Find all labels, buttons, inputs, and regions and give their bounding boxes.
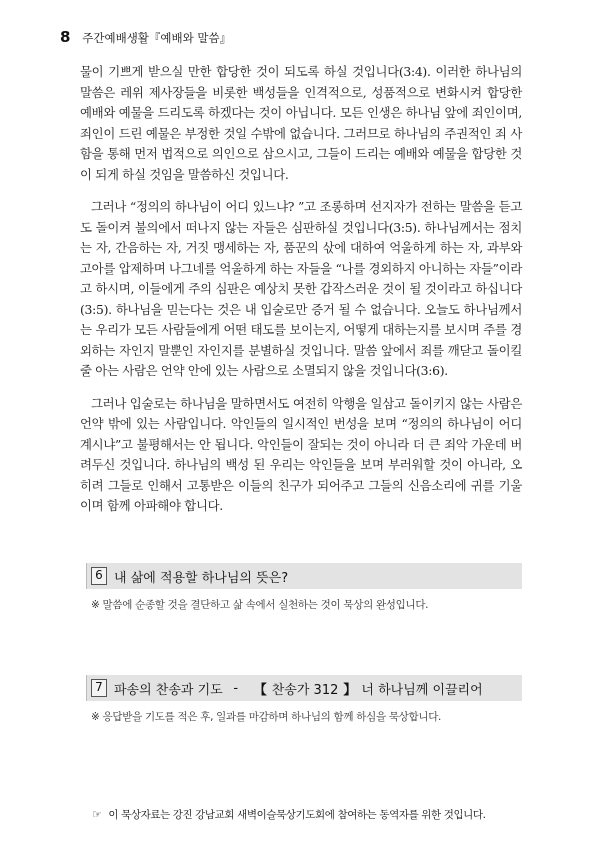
page-number: 8 bbox=[60, 28, 71, 46]
header-title: 주간예배생활『예배와 말씀』 bbox=[82, 31, 232, 45]
section-sending-note: ※ 응답받을 기도를 적은 후, 일과를 마감하며 하나님의 함께 하심을 묵상합니다. bbox=[91, 711, 442, 723]
section-apply-title-bar bbox=[86, 563, 522, 589]
bracket-open: 【 bbox=[253, 682, 267, 698]
paragraph-2: 그러나 “정의의 하나님이 어디 있느냐? ”고 조롱하며 선지자가 전하는 말씀을 듣고도 돌이켜 불의에서 떠나지 않는 자들은 심판하실 것입니다(3:5). 하나님께서는 점치는 자, 간음하는 자, 거짓 맹세하는 자, 품꾼의 삯에 대하여 억울하게 하는 자, 과부와 고아를 압제하며 나그네를 억울하게 하는 자들을 “나를 경외하지 아니하는 자들”이라고 하시며, 이들에게 주의 심판은 예상치 못한 갑작스러운 것이 될 것이라고 하십니다(3:5). 하나님을 믿는다는 것은 내 입술로만 증거 될 수 없습니다. 오늘도 하나님께서는 우리가 모든 사람들에게 어떤 태도를 보이는지, 어떻게 대하는지를 보시며 주를 경외하는 자인지 말뿐인 자인지를 분별하실 것입니다. 말씀 앞에서 죄를 깨닫고 돌이킬 줄 아는 사람은 언약 안에 있는 사람으로 소멸되지 않을 것입니다(3:6). bbox=[80, 199, 522, 378]
body-text bbox=[80, 62, 522, 529]
footer-text: 이 묵상자료는 강진 강남교회 새벽이슬묵상기도회에 참여하는 동역자를 위한 것입니다. bbox=[108, 809, 486, 821]
section-number-box: 7 bbox=[91, 679, 107, 697]
section-sending-title-bar bbox=[86, 675, 522, 701]
hymn-title: 너 하나님께 이끌리어 bbox=[361, 682, 483, 698]
hymn-number: 찬송가 312 bbox=[271, 682, 339, 698]
section-apply bbox=[86, 563, 522, 612]
section-apply-title: 내 삶에 적용할 하나님의 뜻은? bbox=[114, 570, 289, 586]
section-sending bbox=[86, 675, 522, 724]
pointing-hand-icon: ☞ bbox=[92, 808, 102, 821]
paragraph-1: 물이 기쁘게 받으실 만한 합당한 것이 되도록 하실 것입니다(3:4). 이러한 하나님의 말씀은 레위 제사장들을 비롯한 백성들을 인격적으로, 성품적으로 변화시켜 합당한 예배와 예물을 드리도록 하겠다는 것이 아닙니다. 모든 인생은 하나님 앞에 죄인이며, 죄인이 드린 예물은 부정한 것일 수밖에 없습니다. 그러므로 하나님의 주권적인 죄 사함을 통해 먼저 법적으로 의인으로 삼으시고, 그들이 드리는 예배와 예물을 합당한 것이 되게 하실 것임을 말씀하신 것입니다. bbox=[80, 64, 522, 182]
footer-note bbox=[92, 807, 486, 822]
page-header bbox=[60, 28, 231, 46]
bracket-close: 】 bbox=[343, 682, 357, 698]
section-number-box: 6 bbox=[91, 567, 107, 585]
paragraph-3: 그러나 입술로는 하나님을 말하면서도 여전히 악행을 일삼고 돌이키지 않는 사람은 언약 밖에 있는 사람입니다. 악인들의 일시적인 번성을 보며 “정의의 하나님이 어디 계시냐”고 불평해서는 안 됩니다. 악인들이 잘되는 것이 아니라 더 큰 죄악 가운데 버려두신 것입니다. 하나님의 백성 된 우리는 악인들을 보며 부러워할 것이 아니라, 오히려 그들로 인해서 고통받은 이들의 친구가 되어주고 그들의 신음소리에 귀를 기울이며 함께 아파해야 합니다. bbox=[80, 395, 522, 513]
section-apply-note: ※ 말씀에 순종할 것을 결단하고 삶 속에서 실천하는 것이 묵상의 완성입니다. bbox=[91, 599, 429, 611]
title-separator: - bbox=[233, 680, 239, 696]
section-sending-title: 파송의 찬송과 기도 bbox=[114, 682, 223, 698]
